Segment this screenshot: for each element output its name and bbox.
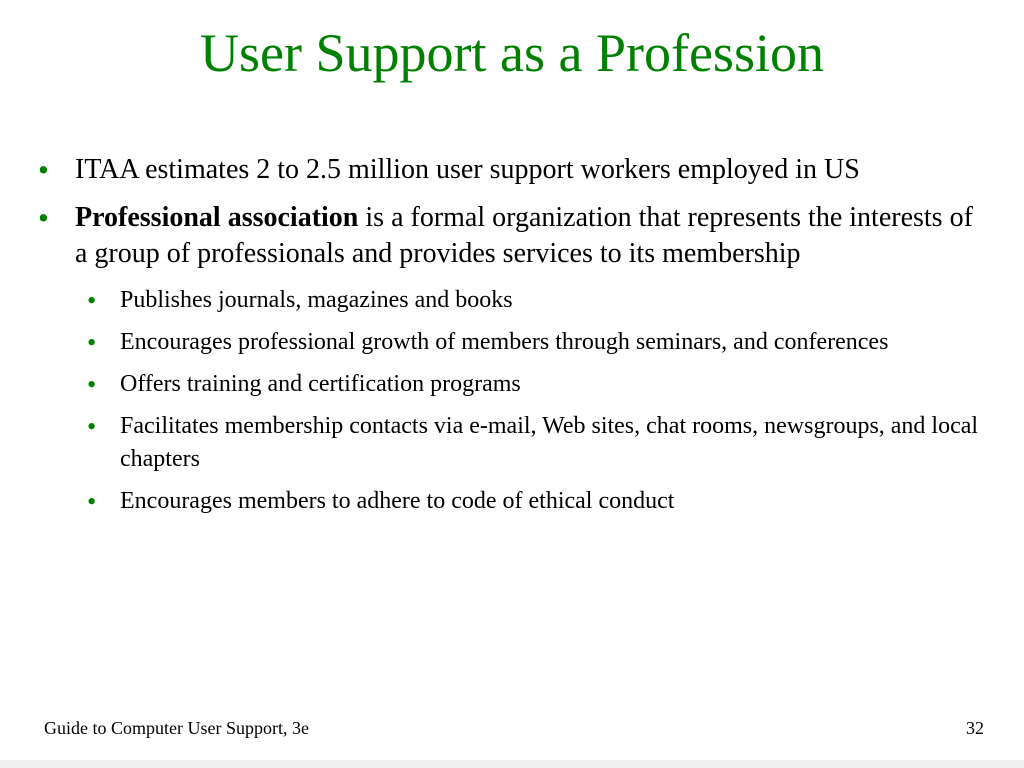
sub-bullet-item: [38, 284, 988, 317]
sub-bullet-text: Publishes journals, magazines and books: [120, 287, 513, 313]
sub-bullet-text: Encourages professional growth of members through seminars, and conferences: [120, 329, 889, 355]
bullet-icon: •: [87, 369, 97, 399]
bullet-item-itaa: [38, 152, 988, 188]
bullet-icon: •: [87, 486, 97, 516]
sub-bullet-text: Facilitates membership contacts via e-mail, Web sites, chat rooms, newsgroups, and local chapters: [120, 413, 979, 472]
footer-page-number: 32: [966, 718, 984, 738]
bullet-text: is a formal organization that represents the interests of a group of professionals and provides services to its membership: [75, 202, 973, 269]
bottom-band: [0, 760, 1024, 768]
slide-title: User Support as a Profession: [200, 23, 824, 83]
bullet-icon: •: [38, 153, 49, 187]
sub-bullet-item: [38, 368, 988, 401]
slide-body: [38, 152, 988, 527]
sub-bullet-item: [38, 410, 988, 476]
bullet-icon: •: [87, 411, 97, 441]
bullet-icon: •: [38, 201, 49, 235]
sub-bullet-text: Encourages members to adhere to code of ethical conduct: [120, 488, 675, 514]
sub-bullet-item: [38, 485, 988, 518]
bullet-icon: •: [87, 285, 97, 315]
footer-book-title: Guide to Computer User Support, 3e: [44, 718, 309, 738]
bullet-text: ITAA estimates 2 to 2.5 million user support workers employed in US: [75, 154, 860, 185]
sub-bullet-item: [38, 326, 988, 359]
bullet-item-professional-association: [38, 200, 988, 272]
bullet-icon: •: [87, 327, 97, 357]
bold-term: Professional association: [75, 202, 359, 233]
sub-bullet-text: Offers training and certification programs: [120, 371, 521, 397]
